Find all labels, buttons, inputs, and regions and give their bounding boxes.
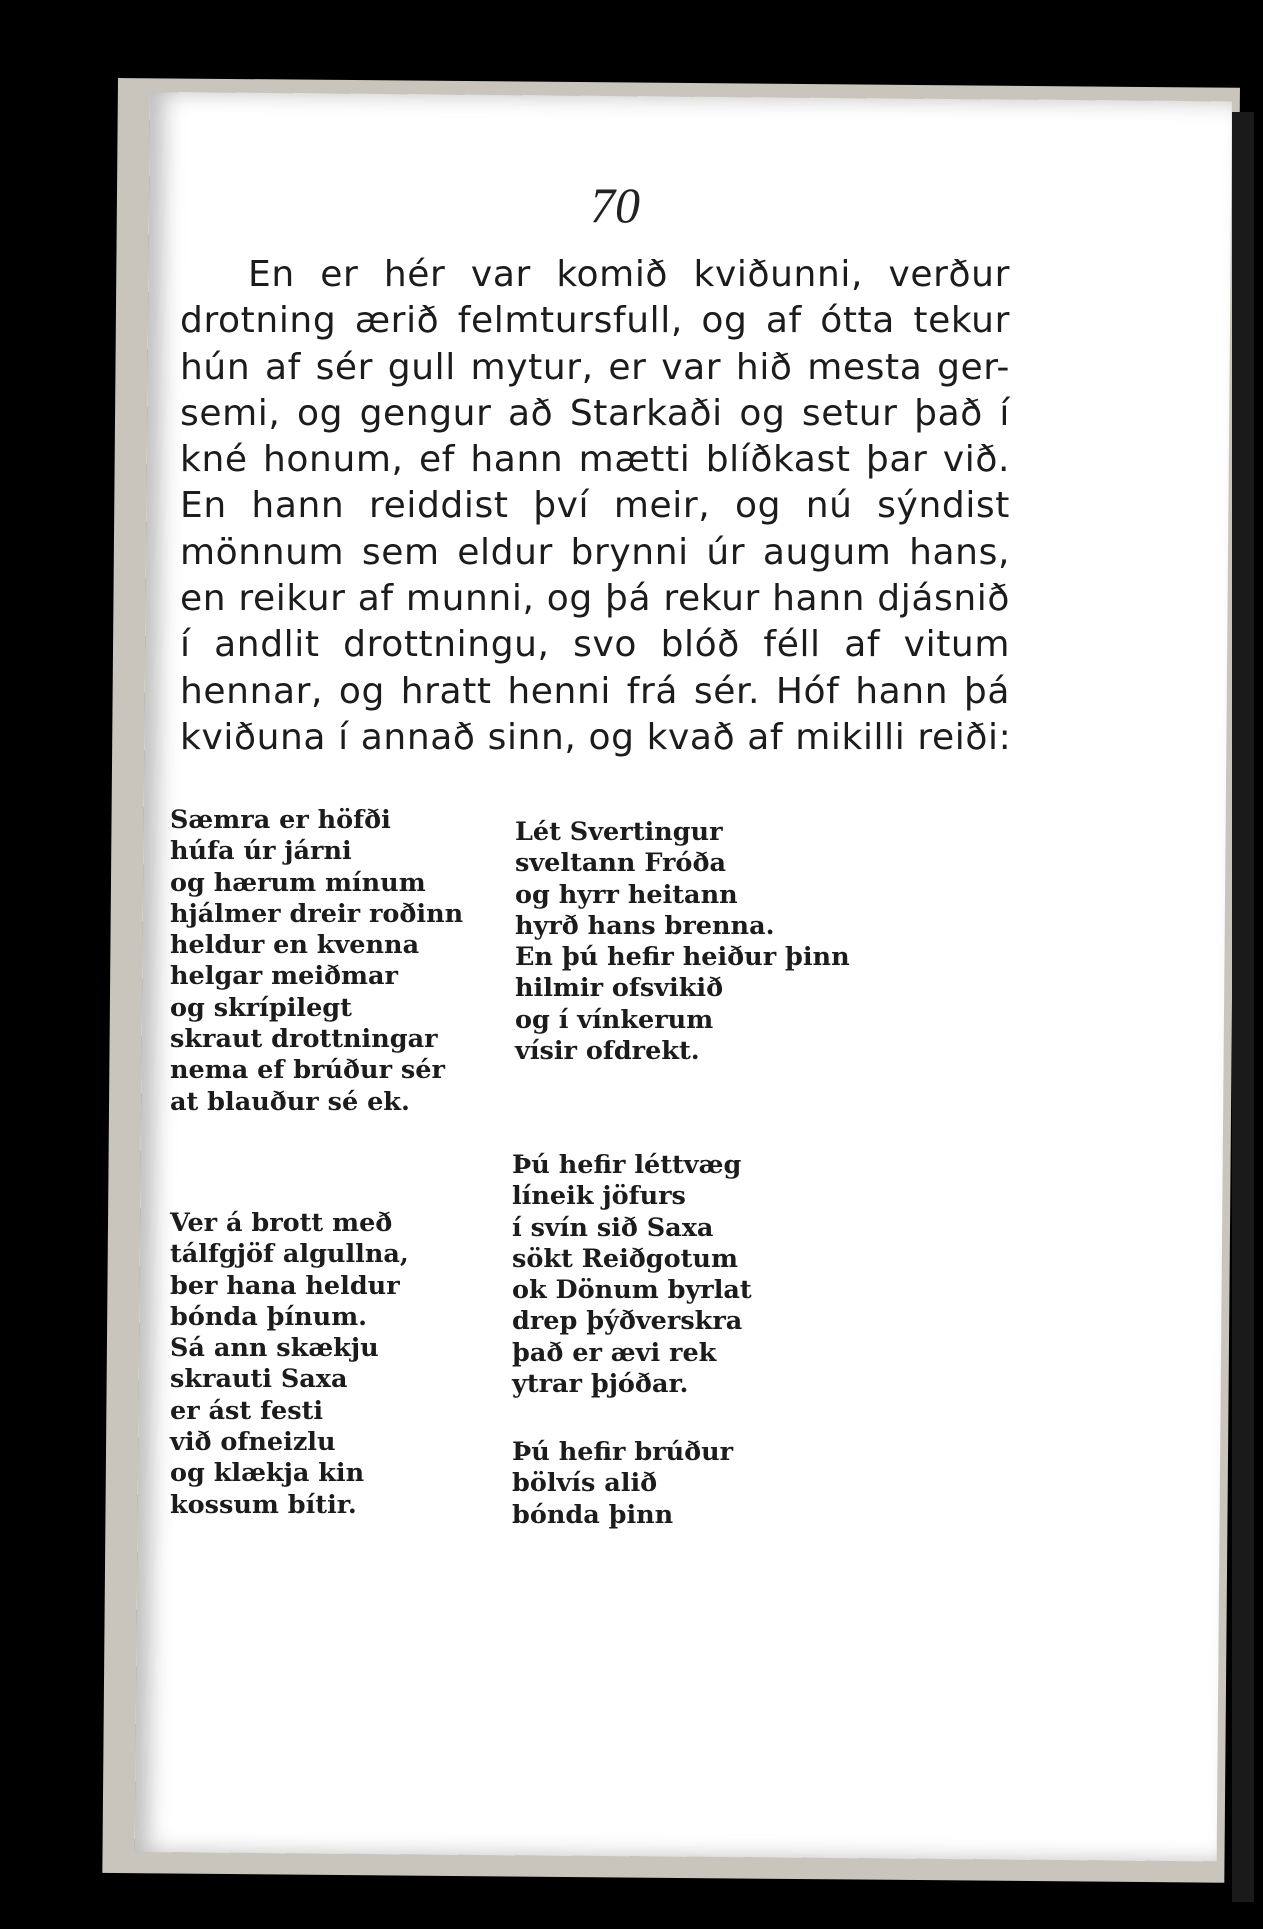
verse-line: bölvís alið	[512, 1468, 658, 1499]
verse-stanza	[512, 1150, 752, 1400]
verse-line: tálfgjöf algullna,	[170, 1239, 409, 1270]
prose-line: hennar, og hratt henni frá sér. Hóf hann þá	[180, 670, 1010, 712]
verse-line: helgar meiðmar	[170, 961, 398, 992]
verse-line: Sá ann skækju	[170, 1333, 379, 1364]
verse-line: skrauti Saxa	[170, 1364, 348, 1395]
verse-line: kossum bítir.	[170, 1489, 357, 1520]
verse-line: vísir ofdrekt.	[515, 1036, 700, 1067]
verse-line: í svín sið Saxa	[512, 1212, 714, 1243]
verse-line: er ást festi	[170, 1395, 324, 1426]
verse-line: En þú hefir heiður þinn	[515, 942, 850, 973]
verse-line: sökt Reiðgotum	[512, 1243, 738, 1274]
verse-line: hyrð hans brenna.	[515, 910, 775, 941]
verse-line: það er ævi rek	[512, 1337, 717, 1368]
verse-line: húfa úr járni	[170, 836, 352, 867]
verse-line: Ver á brott með	[170, 1208, 393, 1238]
verse-line: bónda þínum.	[170, 1301, 368, 1332]
prose-line: En hann reiddist því meir, og nú sýndist	[180, 485, 1010, 527]
verse-line: drep þýðverskra	[512, 1306, 743, 1337]
verse-stanza	[512, 1437, 733, 1531]
verse-line: bónda þinn	[512, 1499, 674, 1530]
verse-line: at blauður sé ek.	[170, 1086, 410, 1117]
verse-line: og klækja kin	[170, 1458, 365, 1489]
prose-paragraph	[180, 252, 1010, 761]
prose-line: en reikur af munni, og þá rekur hann djásnið	[180, 578, 1010, 620]
prose-line: mönnum sem eldur brynni úr augum hans,	[180, 531, 1010, 573]
verse-line: ok Dönum byrlat	[512, 1275, 752, 1306]
page-number: 70	[590, 177, 640, 233]
prose-line: kné honum, ef hann mætti blíðkast þar við.	[180, 439, 1010, 481]
verse-line: heldur en kvenna	[170, 930, 420, 961]
verse-line: sveltann Fróða	[515, 848, 726, 879]
verse-line: skraut drottningar	[170, 1024, 438, 1055]
verse-line: við ofneizlu	[170, 1427, 336, 1458]
verse-line: og hyrr heitann	[515, 879, 738, 910]
verse-line: Þú hefir brúður	[512, 1437, 734, 1467]
prose-line: í andlit drottningu, svo blóð féll af vitum	[180, 624, 1010, 666]
verse-stanza	[170, 805, 463, 1118]
verse-line: Lét Svertingur	[515, 817, 723, 847]
verse-line: líneik jöfurs	[512, 1181, 686, 1212]
verse-line: hjálmer dreir roðinn	[170, 898, 464, 929]
verse-stanza	[170, 1208, 409, 1521]
verse-line: hilmir ofsvikið	[515, 973, 724, 1004]
prose-line: semi, og gengur að Starkaði og setur það í	[180, 392, 1010, 434]
verse-line: og í vínkerum	[515, 1004, 714, 1035]
verse-line: nema ef brúður sér	[170, 1055, 445, 1086]
verse-line: Þú hefir léttvæg	[512, 1150, 742, 1180]
prose-line: En er hér var komið kviðunni, verður	[248, 254, 1010, 295]
verse-line: og skrípilegt	[170, 992, 352, 1023]
prose-line: hún af sér gull mytur, er var hið mesta ger-	[180, 346, 1010, 388]
right-binding-shadow	[1232, 112, 1254, 1902]
verse-line: Sæmra er höfði	[170, 805, 391, 835]
prose-line: drotning ærið felmtursfull, og af ótta tekur	[180, 300, 1010, 342]
verse-line: ytrar þjóðar.	[512, 1369, 689, 1400]
verse-line: og hærum mínum	[170, 867, 426, 898]
verse-line: ber hana heldur	[170, 1270, 400, 1301]
prose-line: kviðuna í annað sinn, og kvað af mikilli reiði:	[180, 716, 1012, 758]
verse-stanza	[515, 817, 850, 1067]
